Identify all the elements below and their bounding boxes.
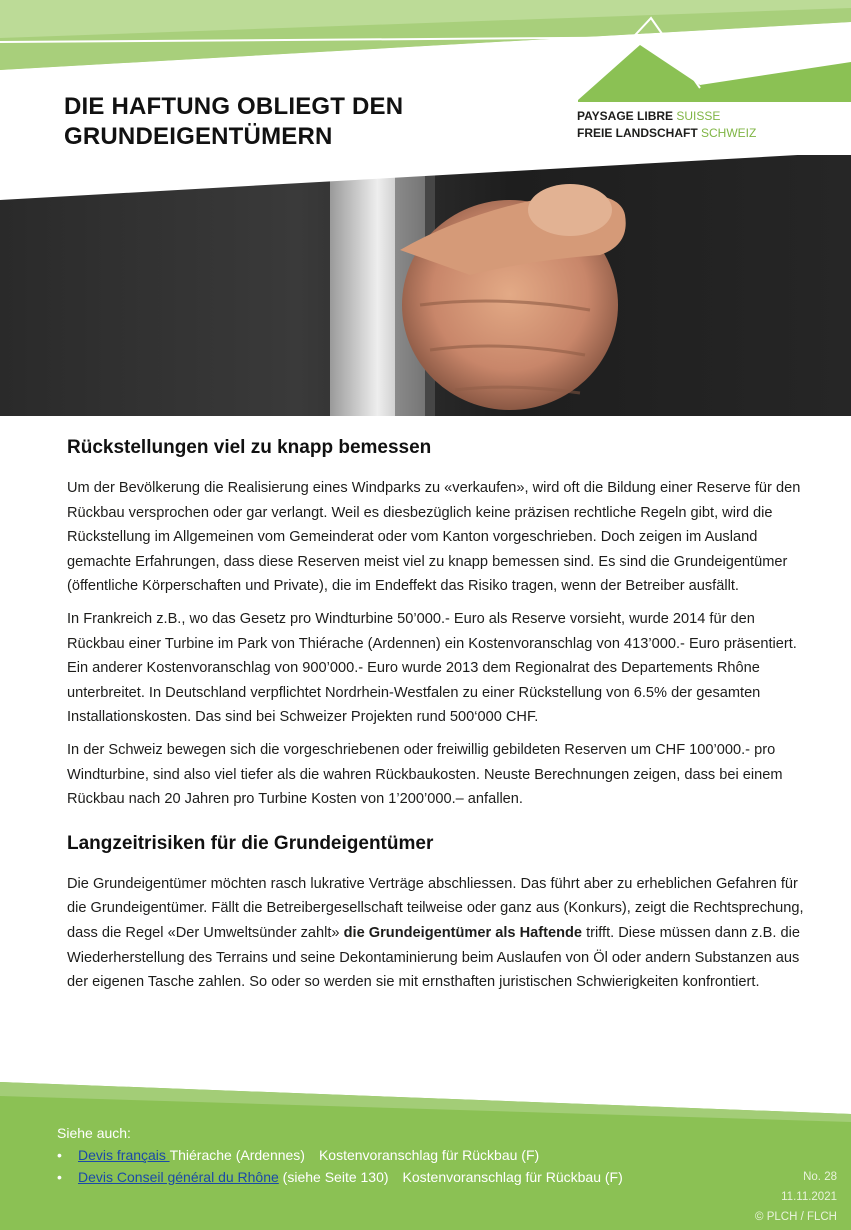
logo-line2-green: SCHWEIZ [701,126,757,140]
logo-line2-dark: FREIE LANDSCHAFT [577,126,698,140]
main-content [67,428,807,995]
section1-paragraph3: In der Schweiz bewegen sich die vorgeschriebenen oder freiwillig gebildeten Reserven um CHF 100’000.- pro Windturbine, sind also viel tiefer als die wahren Rückbaukosten. Neuste Berechnungen zeigen, dass bei einem Rückbau nach 20 Jahren pro Turbine Kosten von 1’200’000.– anfallen. [67,741,783,808]
devis-francais-link[interactable]: Devis français [78,1147,170,1163]
section2-text-after: trifft. Diese müssen dann z.B. die Wiederherstellung des Terrains und seine Dekontaminierung beim Auslaufen von Öl oder andern Substanzen aus der eigenen Tasche zahlen. So oder so werden sie mit ernsthaften juristischen Schwierigkeiten konfrontiert. [67,924,800,991]
copyright: © PLCH / FLCH [755,1211,837,1223]
section2-heading: Langzeitrisiken für die Grundeigentümer [67,832,434,854]
section1-paragraph1: Um der Bevölkerung die Realisierung eines Windparks zu «verkaufen», wird oft die Bildung einer Reserve für den Rückbau versprochen oder gar verlangt. Weil es diesbezüglich keine präzisen rechtliche Regeln gibt, wird die Rückstellung im Allgemeinen vom Gemeinderat oder vom Kanton vorgeschrieben. Doch zeigen im Ausland gemachte Erfahrungen, dass diese Reserven meist viel zu knapp bemessen sind. Es sind die Grundeigentümer (öffentliche Körperschaften und Private), die im Endeffekt das Risiko tragen, wenn der Betreiber ausfällt. [67,480,801,595]
issue-number: No. 28 [803,1171,837,1183]
see-also-label: Siehe auch: [57,1125,131,1141]
link2-description: Kostenvoranschlag für Rückbau (F) [402,1169,623,1185]
section2-text-before: Die Grundeigentümer möchten rasch lukrative Verträge abschliessen. Das führt aber zu erheblichen Gefahren für die Grundeigentümer. Fällt die Betreibergesellschaft teilweise oder ganz aus (Konkurs), zeigt die Rechtsprechung, dass die Regel «Der Umweltsünder zahlt» [67,875,804,941]
issue-date: 11.11.2021 [781,1191,837,1203]
link1-description: Kostenvoranschlag für Rückbau (F) [318,1147,540,1163]
footer-link-row-1 [57,1144,623,1166]
link1-rest: Thiérache (Ardennes) [169,1147,305,1163]
bullet-icon: • [57,1147,62,1163]
section1-heading: Rückstellungen viel zu knapp bemessen [67,437,432,458]
title-line-2: GRUNDEIGENTÜMERN [64,123,333,150]
bullet-icon: • [57,1169,62,1185]
devis-rhone-link[interactable]: Devis Conseil général du Rhône [78,1169,279,1185]
link2-rest: (siehe Seite 130) [278,1169,389,1185]
logo-line1-green: SUISSE [676,109,721,123]
logo [577,108,756,142]
page-title [64,92,403,152]
section1-paragraph2: In Frankreich z.B., wo das Gesetz pro Windturbine 50’000.- Euro als Reserve vorsieht, wurde 2014 für den Rückbau einer Turbine im Park von Thiérache (Ardennen) ein Kostenvoranschlag von 413’000.- Euro präsentiert. Ein anderer Kostenvoranschlag von 900’000.- Euro wurde 2013 dem Regionalrat des Departements Rhône unterbreitet. In Deutschland verpflichtet Nordrhein-Westfalen zu einer Rückstellung von 6.5% der gesamten Installationskosten. Das sind bei Schweizer Projekten rund 500‘000 CHF. [67,610,797,726]
logo-line1-dark: PAYSAGE LIBRE [577,109,674,123]
section2-text-bold: die Grundeigentümer als Haftende [343,924,583,941]
footer-links [57,1122,623,1188]
footer-link-row-2 [57,1166,623,1188]
section2-paragraph1 [67,872,807,995]
page-meta [755,1167,837,1227]
title-line-1: DIE HAFTUNG OBLIEGT DEN [64,93,404,120]
